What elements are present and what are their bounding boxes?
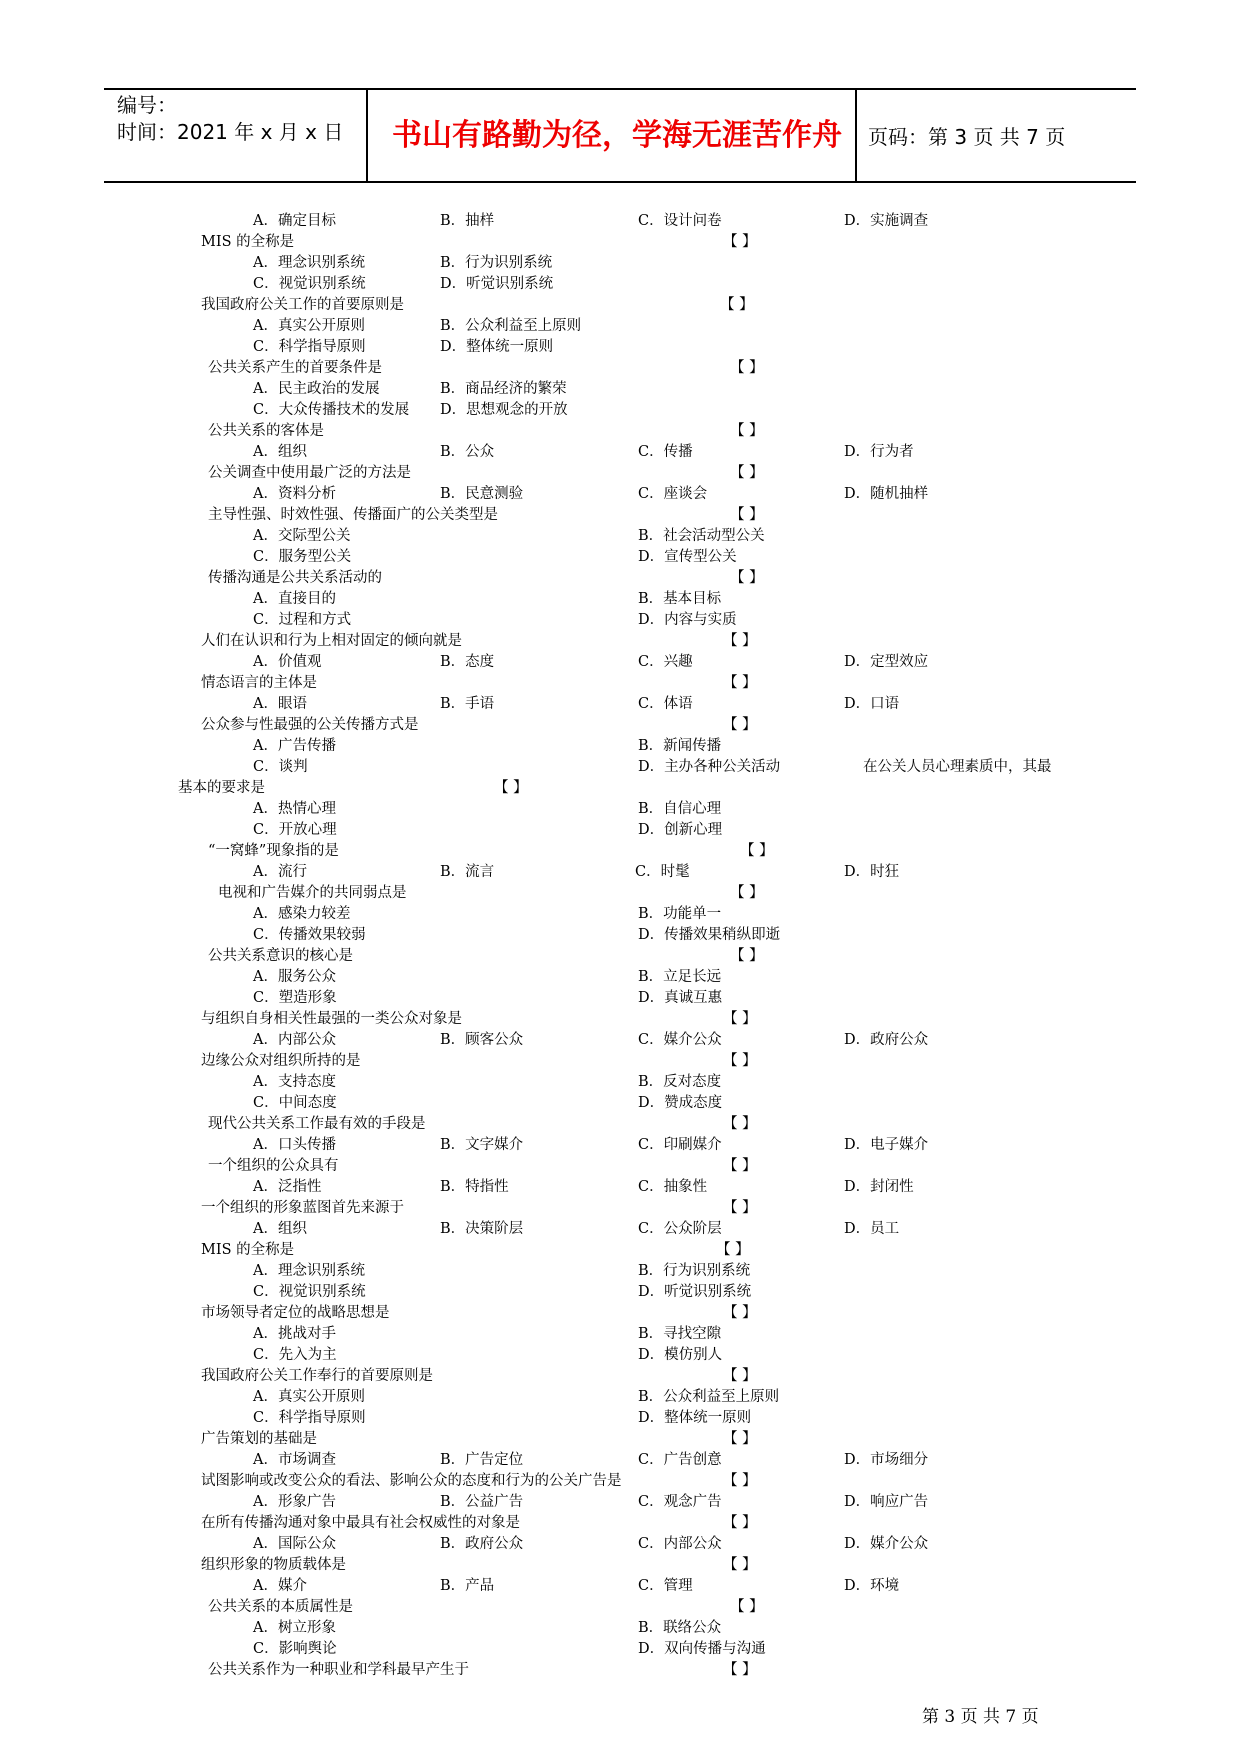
answer-option: C．传播 <box>638 444 693 460</box>
answer-option: A．价值观 <box>253 654 322 670</box>
question-text: 组织形象的物质载体是 <box>201 1557 346 1573</box>
answer-option: D．内容与实质 <box>638 612 737 628</box>
answer-bracket: 【 】 <box>723 1158 757 1174</box>
answer-option: B．决策阶层 <box>440 1221 524 1237</box>
answer-option: C．开放心理 <box>253 822 337 838</box>
question-text: 在所有传播沟通对象中最具有社会权威性的对象是 <box>201 1515 520 1531</box>
answer-option: A．市场调查 <box>253 1452 336 1468</box>
header-bottom-rule <box>104 181 1136 183</box>
answer-bracket: 【 】 <box>723 633 757 649</box>
answer-option: B．社会活动型公关 <box>638 528 765 544</box>
answer-option: D．环境 <box>844 1578 900 1594</box>
question-text: “一窝蜂”现象指的是 <box>208 843 339 859</box>
answer-option: B．行为识别系统 <box>440 255 553 271</box>
answer-option: D．响应广告 <box>844 1494 929 1510</box>
answer-option: A．树立形象 <box>253 1620 336 1636</box>
answer-option: A．真实公开原则 <box>253 1389 365 1405</box>
answer-option: A．泛指性 <box>253 1179 322 1195</box>
question-text: 公共关系作为一种职业和学科最早产生于 <box>208 1662 469 1678</box>
question-text: MIS 的全称是 <box>201 1242 295 1258</box>
answer-option: C．时髦 <box>635 864 690 880</box>
answer-option: A．真实公开原则 <box>253 318 365 334</box>
answer-option: B．政府公众 <box>440 1536 524 1552</box>
answer-option: A．挑战对手 <box>253 1326 336 1342</box>
question-text: 在公关人员心理素质中，其最 <box>863 759 1052 775</box>
answer-option: C．影响舆论 <box>253 1641 337 1657</box>
question-text: 试图影响或改变公众的看法、影响公众的态度和行为的公关广告是 <box>201 1473 622 1489</box>
header-top-rule <box>104 88 1136 90</box>
answer-option: A．热情心理 <box>253 801 336 817</box>
answer-option: C．视觉识别系统 <box>253 1284 366 1300</box>
answer-option: C．科学指导原则 <box>253 339 366 355</box>
answer-option: D．电子媒介 <box>844 1137 929 1153</box>
answer-option: D．封闭性 <box>844 1179 914 1195</box>
answer-option: C．内部公众 <box>638 1536 722 1552</box>
answer-option: D．赞成态度 <box>638 1095 723 1111</box>
answer-option: D．定型效应 <box>844 654 929 670</box>
answer-option: A．民主政治的发展 <box>253 381 380 397</box>
answer-bracket: 【 】 <box>723 717 757 733</box>
answer-option: B．公众利益至上原则 <box>638 1389 780 1405</box>
answer-option: B．公众利益至上原则 <box>440 318 582 334</box>
answer-option: B．民意测验 <box>440 486 524 502</box>
answer-bracket: 【 】 <box>740 843 774 859</box>
answer-option: B．手语 <box>440 696 495 712</box>
answer-option: B．公益广告 <box>440 1494 524 1510</box>
answer-option: D．创新心理 <box>638 822 723 838</box>
answer-bracket: 【 】 <box>730 570 764 586</box>
answer-option: B．公众 <box>440 444 495 460</box>
question-text: 广告策划的基础是 <box>201 1431 317 1447</box>
answer-bracket: 【 】 <box>723 1305 757 1321</box>
question-text: 基本的要求是 <box>178 780 265 796</box>
answer-option: B．顾客公众 <box>440 1032 524 1048</box>
answer-option: D．时狂 <box>844 864 900 880</box>
answer-option: C．大众传播技术的发展 <box>253 402 410 418</box>
question-text: 电视和广告媒介的共同弱点是 <box>218 885 407 901</box>
answer-option: C．科学指导原则 <box>253 1410 366 1426</box>
question-text: 公共关系的本质属性是 <box>208 1599 353 1615</box>
answer-option: B．基本目标 <box>638 591 722 607</box>
answer-option: B．特指性 <box>440 1179 509 1195</box>
question-text: 我国政府公关工作奉行的首要原则是 <box>201 1368 433 1384</box>
answer-option: B．产品 <box>440 1578 495 1594</box>
answer-option: B．自信心理 <box>638 801 722 817</box>
answer-option: C．兴趣 <box>638 654 693 670</box>
answer-bracket: 【 】 <box>730 1599 764 1615</box>
answer-option: D．行为者 <box>844 444 914 460</box>
answer-bracket: 【 】 <box>723 1200 757 1216</box>
question-text: MIS 的全称是 <box>201 234 295 250</box>
question-text: 我国政府公关工作的首要原则是 <box>201 297 404 313</box>
answer-option: C．先入为主 <box>253 1347 337 1363</box>
answer-option: D．员工 <box>844 1221 900 1237</box>
answer-bracket: 【 】 <box>730 465 764 481</box>
answer-option: C．观念广告 <box>638 1494 722 1510</box>
answer-option: B．抽样 <box>440 213 495 229</box>
answer-option: C．印刷媒介 <box>638 1137 722 1153</box>
answer-bracket: 【 】 <box>723 234 757 250</box>
question-text: 主导性强、时效性强、传播面广的公关类型是 <box>208 507 498 523</box>
answer-bracket: 【 】 <box>723 1011 757 1027</box>
answer-option: B．立足长远 <box>638 969 722 985</box>
answer-option: B．商品经济的繁荣 <box>440 381 567 397</box>
answer-option: D．传播效果稍纵即逝 <box>638 927 781 943</box>
question-text: 传播沟通是公共关系活动的 <box>208 570 382 586</box>
answer-bracket: 【 】 <box>723 1116 757 1132</box>
answer-option: D．双向传播与沟通 <box>638 1641 766 1657</box>
answer-option: C．传播效果较弱 <box>253 927 366 943</box>
question-text: 市场领导者定位的战略思想是 <box>201 1305 390 1321</box>
answer-option: A．广告传播 <box>253 738 336 754</box>
answer-bracket: 【 】 <box>730 948 764 964</box>
answer-bracket: 【 】 <box>730 885 764 901</box>
answer-option: D．媒介公众 <box>844 1536 929 1552</box>
answer-option: B．联络公众 <box>638 1620 722 1636</box>
answer-option: A．直接目的 <box>253 591 336 607</box>
answer-bracket: 【 】 <box>730 507 764 523</box>
question-text: 边缘公众对组织所持的是 <box>201 1053 361 1069</box>
answer-option: C．中间态度 <box>253 1095 337 1111</box>
answer-option: D．随机抽样 <box>844 486 929 502</box>
answer-option: C．管理 <box>638 1578 693 1594</box>
answer-option: A．服务公众 <box>253 969 336 985</box>
question-text: 与组织自身相关性最强的一类公众对象是 <box>201 1011 462 1027</box>
answer-bracket: 【 】 <box>723 1515 757 1531</box>
answer-option: C．过程和方式 <box>253 612 352 628</box>
answer-bracket: 【 】 <box>730 423 764 439</box>
question-text: 现代公共关系工作最有效的手段是 <box>208 1116 426 1132</box>
answer-option: A．内部公众 <box>253 1032 336 1048</box>
footer-page-number: 第 3 页 共 7 页 <box>922 1707 1039 1727</box>
question-text: 公共关系产生的首要条件是 <box>208 360 382 376</box>
answer-option: A．眼语 <box>253 696 307 712</box>
header-left-divider <box>366 88 368 182</box>
header-motto: 书山有路勤为径，学海无涯苦作舟 <box>392 118 842 153</box>
question-text: 公众参与性最强的公关传播方式是 <box>201 717 419 733</box>
answer-option: A．口头传播 <box>253 1137 336 1153</box>
question-text: 公关调查中使用最广泛的方法是 <box>208 465 411 481</box>
question-text: 公共关系意识的核心是 <box>208 948 353 964</box>
answer-option: C．媒介公众 <box>638 1032 722 1048</box>
answer-bracket: 【 】 <box>723 1662 757 1678</box>
answer-option: A．确定目标 <box>253 213 336 229</box>
header-right-divider <box>855 88 857 182</box>
answer-option: A．支持态度 <box>253 1074 336 1090</box>
question-text: 人们在认识和行为上相对固定的倾向就是 <box>201 633 462 649</box>
answer-option: C．座谈会 <box>638 486 708 502</box>
answer-option: A．国际公众 <box>253 1536 336 1552</box>
header-time-label: 时间：2021 年 x 月 x 日 <box>117 120 344 144</box>
answer-option: D．思想观念的开放 <box>440 402 568 418</box>
answer-bracket: 【 】 <box>723 1053 757 1069</box>
answer-bracket: 【 】 <box>723 1473 757 1489</box>
answer-option: C．谈判 <box>253 759 308 775</box>
answer-option: A．理念识别系统 <box>253 1263 365 1279</box>
answer-option: A．媒介 <box>253 1578 307 1594</box>
answer-bracket: 【 】 <box>720 297 754 313</box>
answer-option: D．模仿别人 <box>638 1347 723 1363</box>
answer-option: A．资料分析 <box>253 486 336 502</box>
answer-option: D．实施调查 <box>844 213 929 229</box>
answer-option: B．广告定位 <box>440 1452 524 1468</box>
answer-option: B．行为识别系统 <box>638 1263 751 1279</box>
answer-option: A．组织 <box>253 444 307 460</box>
answer-bracket: 【 】 <box>723 1431 757 1447</box>
answer-option: A．形象广告 <box>253 1494 336 1510</box>
answer-option: C．体语 <box>638 696 693 712</box>
header-page-label: 页码：第 3 页 共 7 页 <box>868 125 1066 149</box>
header-number-label: 编号： <box>117 93 177 117</box>
question-text: 公共关系的客体是 <box>208 423 324 439</box>
question-text: 情态语言的主体是 <box>201 675 317 691</box>
answer-bracket: 【 】 <box>730 360 764 376</box>
answer-option: C．视觉识别系统 <box>253 276 366 292</box>
answer-bracket: 【 】 <box>723 675 757 691</box>
answer-option: D．口语 <box>844 696 900 712</box>
answer-option: C．公众阶层 <box>638 1221 722 1237</box>
answer-bracket: 【 】 <box>723 1368 757 1384</box>
question-text: 一个组织的公众具有 <box>208 1158 339 1174</box>
answer-option: B．反对态度 <box>638 1074 722 1090</box>
answer-option: A．感染力较差 <box>253 906 351 922</box>
answer-option: D．真诚互惠 <box>638 990 723 1006</box>
answer-option: A．组织 <box>253 1221 307 1237</box>
answer-option: A．交际型公关 <box>253 528 351 544</box>
answer-option: B．文字媒介 <box>440 1137 524 1153</box>
answer-option: D．听觉识别系统 <box>638 1284 752 1300</box>
answer-option: C．设计问卷 <box>638 213 722 229</box>
answer-option: C．塑造形象 <box>253 990 337 1006</box>
answer-option: D．听觉识别系统 <box>440 276 554 292</box>
answer-option: B．态度 <box>440 654 495 670</box>
answer-option: C．服务型公关 <box>253 549 352 565</box>
answer-option: C．抽象性 <box>638 1179 708 1195</box>
answer-option: D．整体统一原则 <box>638 1410 752 1426</box>
answer-option: D．市场细分 <box>844 1452 929 1468</box>
answer-option: B．流言 <box>440 864 495 880</box>
answer-option: C．广告创意 <box>638 1452 722 1468</box>
answer-option: D．整体统一原则 <box>440 339 554 355</box>
answer-option: A．理念识别系统 <box>253 255 365 271</box>
answer-option: B．功能单一 <box>638 906 722 922</box>
answer-bracket: 【 】 <box>494 780 528 796</box>
answer-option: D．宣传型公关 <box>638 549 737 565</box>
answer-option: B．新闻传播 <box>638 738 722 754</box>
answer-bracket: 【 】 <box>716 1242 750 1258</box>
answer-option: A．流行 <box>253 864 307 880</box>
answer-bracket: 【 】 <box>723 1557 757 1573</box>
question-text: 一个组织的形象蓝图首先来源于 <box>201 1200 404 1216</box>
answer-option: D．主办各种公关活动 <box>638 759 781 775</box>
answer-option: B．寻找空隙 <box>638 1326 722 1342</box>
answer-option: D．政府公众 <box>844 1032 929 1048</box>
